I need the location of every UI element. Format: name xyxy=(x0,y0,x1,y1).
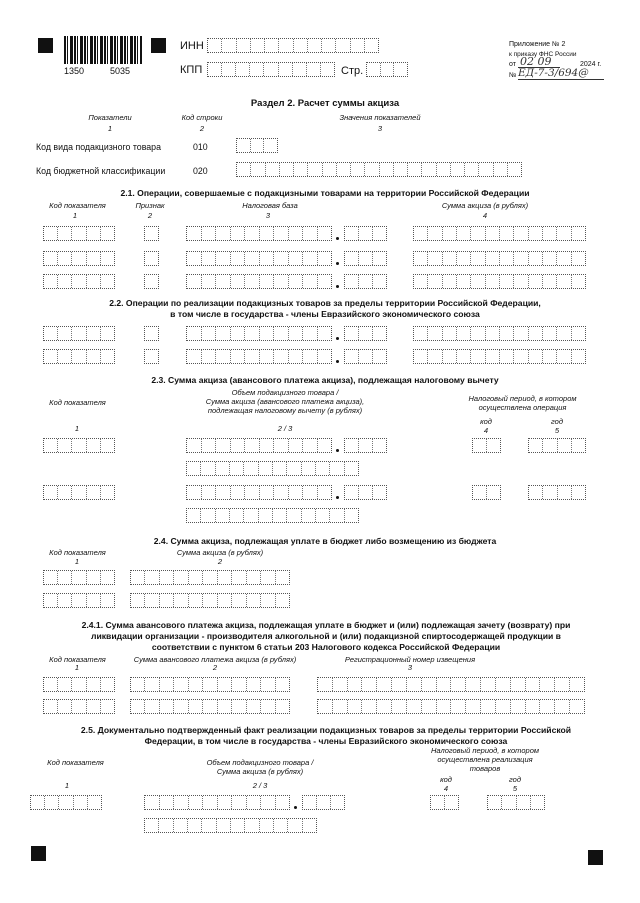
s22-r1-code[interactable] xyxy=(43,326,115,341)
kpp-field[interactable] xyxy=(207,62,335,77)
corner-marker-top-left xyxy=(38,38,53,53)
s25-col2-line2: Сумма акциза (в рублях) xyxy=(216,767,304,776)
s241-title-line1: 2.4.1. Сумма авансового платежа акциза, подлежащая уплате в бюджет и (или) подлежащая зачету (возврату) при xyxy=(81,620,571,630)
s23-r2-volume[interactable] xyxy=(186,485,332,500)
s241-num-2: 2 xyxy=(212,663,218,672)
s241-num-3: 3 xyxy=(407,663,413,672)
barcode-number-right: 5035 xyxy=(110,66,131,76)
s23-r1-code[interactable] xyxy=(43,438,115,453)
s25-num-23: 2 / 3 xyxy=(252,781,268,790)
s24-r1-code[interactable] xyxy=(43,570,115,585)
s23-col2-line1: Объем подакцизного товара / xyxy=(231,388,339,397)
s21-col4-label: Сумма акциза (в рублях) xyxy=(441,201,529,210)
s23-col2-line2: Сумма акциза (авансового платежа акциза), xyxy=(205,397,365,406)
s241-r1-notice-number[interactable] xyxy=(317,677,585,692)
s21-r1-base[interactable] xyxy=(186,226,332,241)
col-values-label: Значения показателей xyxy=(339,113,421,122)
decimal-point xyxy=(336,449,339,452)
inn-field[interactable] xyxy=(207,38,379,53)
col-num-1: 1 xyxy=(107,124,113,133)
row-020-code: 020 xyxy=(193,166,208,176)
s241-title-line2: ликвидации организации - производителя алкогольной и (или) подакцизной спиртосодержащей продукции в xyxy=(91,631,561,641)
s241-num-1: 1 xyxy=(74,663,80,672)
appendix-line1: Приложение № 2 xyxy=(509,41,566,48)
appendix-number-label: № xyxy=(509,72,517,79)
col-code-label: Код строки xyxy=(181,113,223,122)
s21-title: 2.1. Операции, совершаемые с подакцизными товарами на территории Российской Федерации xyxy=(120,188,530,198)
s25-r1-period-code[interactable] xyxy=(430,795,459,810)
barcode-number-left: 1350 xyxy=(64,66,85,76)
s22-title-line1: 2.2. Операции по реализации подакцизных товаров за пределы территории Российской Федерации, xyxy=(109,298,541,308)
appendix-from-label: от xyxy=(509,61,516,68)
s22-title-line2: в том числе в государства - члены Евразийского экономического союза xyxy=(170,309,480,319)
decimal-point xyxy=(336,237,339,240)
s25-num-5: 5 xyxy=(512,784,518,793)
appendix-date-handwritten: 02 09 xyxy=(520,55,552,68)
inn-label: ИНН xyxy=(180,40,204,52)
barcode xyxy=(64,36,142,64)
s25-r1-code[interactable] xyxy=(30,795,102,810)
s21-r3-base[interactable] xyxy=(186,274,332,289)
decimal-point xyxy=(336,262,339,265)
decimal-point xyxy=(336,496,339,499)
s23-col2-line3: подлежащая налоговому вычету (в рублях) xyxy=(207,406,363,415)
s22-r1-base-frac[interactable] xyxy=(344,326,387,341)
s23-r1-volume[interactable] xyxy=(186,438,332,453)
col-num-2: 2 xyxy=(199,124,205,133)
s24-r1-amount[interactable] xyxy=(130,570,290,585)
decimal-point xyxy=(336,285,339,288)
s23-r2-amount[interactable] xyxy=(186,508,359,523)
s22-r2-base-frac[interactable] xyxy=(344,349,387,364)
col-indicators-label: Показатели xyxy=(88,113,132,122)
s25-col1-label: Код показателя xyxy=(47,758,104,767)
s23-num-23: 2 / 3 xyxy=(277,424,293,433)
appendix-number-underline xyxy=(518,79,604,80)
s24-num-1: 1 xyxy=(74,557,80,566)
s21-r3-base-frac[interactable] xyxy=(344,274,387,289)
s21-r3-code[interactable] xyxy=(43,274,115,289)
decimal-point xyxy=(294,806,297,809)
s21-r2-code[interactable] xyxy=(43,251,115,266)
s23-r2-period-code[interactable] xyxy=(472,485,501,500)
s25-r1-volume[interactable] xyxy=(144,795,290,810)
s24-num-2: 2 xyxy=(217,557,223,566)
s241-r2-code[interactable] xyxy=(43,699,115,714)
kpp-label: КПП xyxy=(180,64,203,76)
corner-marker-top-mid xyxy=(151,38,166,53)
s23-col3-line1: Налоговый период, в котором xyxy=(468,394,577,403)
s23-r2-year[interactable] xyxy=(528,485,586,500)
s23-col3-line2: осуществлена операция xyxy=(478,403,567,412)
s241-col2-label: Сумма авансового платежа акциза (в рублях) xyxy=(133,655,297,664)
page-label: Стр. xyxy=(341,65,364,77)
s25-col2-line1: Объем подакцизного товара / xyxy=(206,758,314,767)
s22-r1-sign[interactable] xyxy=(144,326,159,341)
section-title: Раздел 2. Расчет суммы акциза xyxy=(250,98,400,109)
s21-r3-sign[interactable] xyxy=(144,274,159,289)
excise-goods-code-field[interactable] xyxy=(236,138,278,153)
s21-num-1: 1 xyxy=(72,211,78,220)
s241-r1-amount[interactable] xyxy=(130,677,290,692)
s23-title: 2.3. Сумма акциза (авансового платежа акциза), подлежащая налоговому вычету xyxy=(151,375,499,385)
appendix-year: 2024 г. xyxy=(580,61,602,68)
s21-num-4: 4 xyxy=(482,211,488,220)
s24-r2-code[interactable] xyxy=(43,593,115,608)
s23-num-4: 4 xyxy=(483,426,489,435)
s21-r1-code[interactable] xyxy=(43,226,115,241)
decimal-point xyxy=(336,360,339,363)
page-field[interactable] xyxy=(366,62,408,77)
s23-col1-label: Код показателя xyxy=(49,398,106,407)
s23-num-1: 1 xyxy=(74,424,80,433)
s25-num-1: 1 xyxy=(64,781,70,790)
s23-r2-volume-frac[interactable] xyxy=(344,485,387,500)
s22-r2-base[interactable] xyxy=(186,349,332,364)
s25-num-4: 4 xyxy=(443,784,449,793)
decimal-point xyxy=(336,337,339,340)
appendix-line2: к приказу ФНС России xyxy=(509,51,577,58)
s241-col3-label: Регистрационный номер извещения xyxy=(344,655,476,664)
s22-r2-sign[interactable] xyxy=(144,349,159,364)
s21-r1-base-frac[interactable] xyxy=(344,226,387,241)
budget-class-code-field[interactable] xyxy=(236,162,522,177)
s21-r3-amount[interactable] xyxy=(413,274,586,289)
s21-r1-amount[interactable] xyxy=(413,226,586,241)
s23-r1-year[interactable] xyxy=(528,438,586,453)
s21-num-2: 2 xyxy=(147,211,153,220)
s25-r1-amount[interactable] xyxy=(144,818,317,833)
s21-r2-base[interactable] xyxy=(186,251,332,266)
s21-col1-label: Код показателя xyxy=(49,201,106,210)
row-020-label: Код бюджетной классификации xyxy=(36,166,166,176)
s241-title-line3: соответствии с пунктом 6 статьи 203 Налогового кодекса Российской Федерации xyxy=(151,642,501,652)
s22-r2-amount[interactable] xyxy=(413,349,586,364)
s25-code-label: код xyxy=(440,775,452,784)
s22-r2-code[interactable] xyxy=(43,349,115,364)
s24-col1-label: Код показателя xyxy=(49,548,106,557)
s24-title: 2.4. Сумма акциза, подлежащая уплате в бюджет либо возмещению из бюджета xyxy=(153,536,497,546)
s23-year-label: год xyxy=(551,417,563,426)
s25-title-line1: 2.5. Документально подтвержденный факт реализации подакцизных товаров за пределы территории Российской xyxy=(80,725,572,735)
row-010-label: Код вида подакцизного товара xyxy=(36,142,161,152)
s241-r2-notice-number[interactable] xyxy=(317,699,585,714)
s241-col1-label: Код показателя xyxy=(49,655,106,664)
s23-r1-amount[interactable] xyxy=(186,461,359,476)
s25-col3-line1: Налоговый период, в котором xyxy=(430,746,540,755)
s25-r1-volume-frac[interactable] xyxy=(302,795,345,810)
s21-col3-label: Налоговая база xyxy=(242,201,298,210)
s25-r1-year[interactable] xyxy=(487,795,545,810)
s23-r2-code[interactable] xyxy=(43,485,115,500)
s23-r1-period-code[interactable] xyxy=(472,438,501,453)
s25-col3-line3: товаров xyxy=(469,764,501,773)
s25-title-line2: Федерации, в том числе в государства - члены Евразийского экономического союза xyxy=(144,736,508,746)
s25-year-label: год xyxy=(509,775,521,784)
s23-code-label: код xyxy=(480,417,492,426)
col-num-3: 3 xyxy=(377,124,383,133)
s21-num-3: 3 xyxy=(265,211,271,220)
s241-r1-code[interactable] xyxy=(43,677,115,692)
s23-num-5: 5 xyxy=(554,426,560,435)
s21-r2-base-frac[interactable] xyxy=(344,251,387,266)
s25-col3-line2: осуществлена реализация xyxy=(437,755,533,764)
corner-marker-bottom-right xyxy=(588,850,603,865)
s21-r1-sign[interactable] xyxy=(144,226,159,241)
s23-r1-volume-frac[interactable] xyxy=(344,438,387,453)
corner-marker-bottom-left xyxy=(31,846,46,861)
s22-r1-base[interactable] xyxy=(186,326,332,341)
s21-r2-amount[interactable] xyxy=(413,251,586,266)
s241-r2-amount[interactable] xyxy=(130,699,290,714)
s24-col2-label: Сумма акциза (в рублях) xyxy=(176,548,264,557)
row-010-code: 010 xyxy=(193,142,208,152)
appendix-number-handwritten: ЕД-7-3/694@ xyxy=(518,67,589,79)
s21-r2-sign[interactable] xyxy=(144,251,159,266)
s24-r2-amount[interactable] xyxy=(130,593,290,608)
s21-col2-label: Признак xyxy=(135,201,165,210)
s22-r1-amount[interactable] xyxy=(413,326,586,341)
